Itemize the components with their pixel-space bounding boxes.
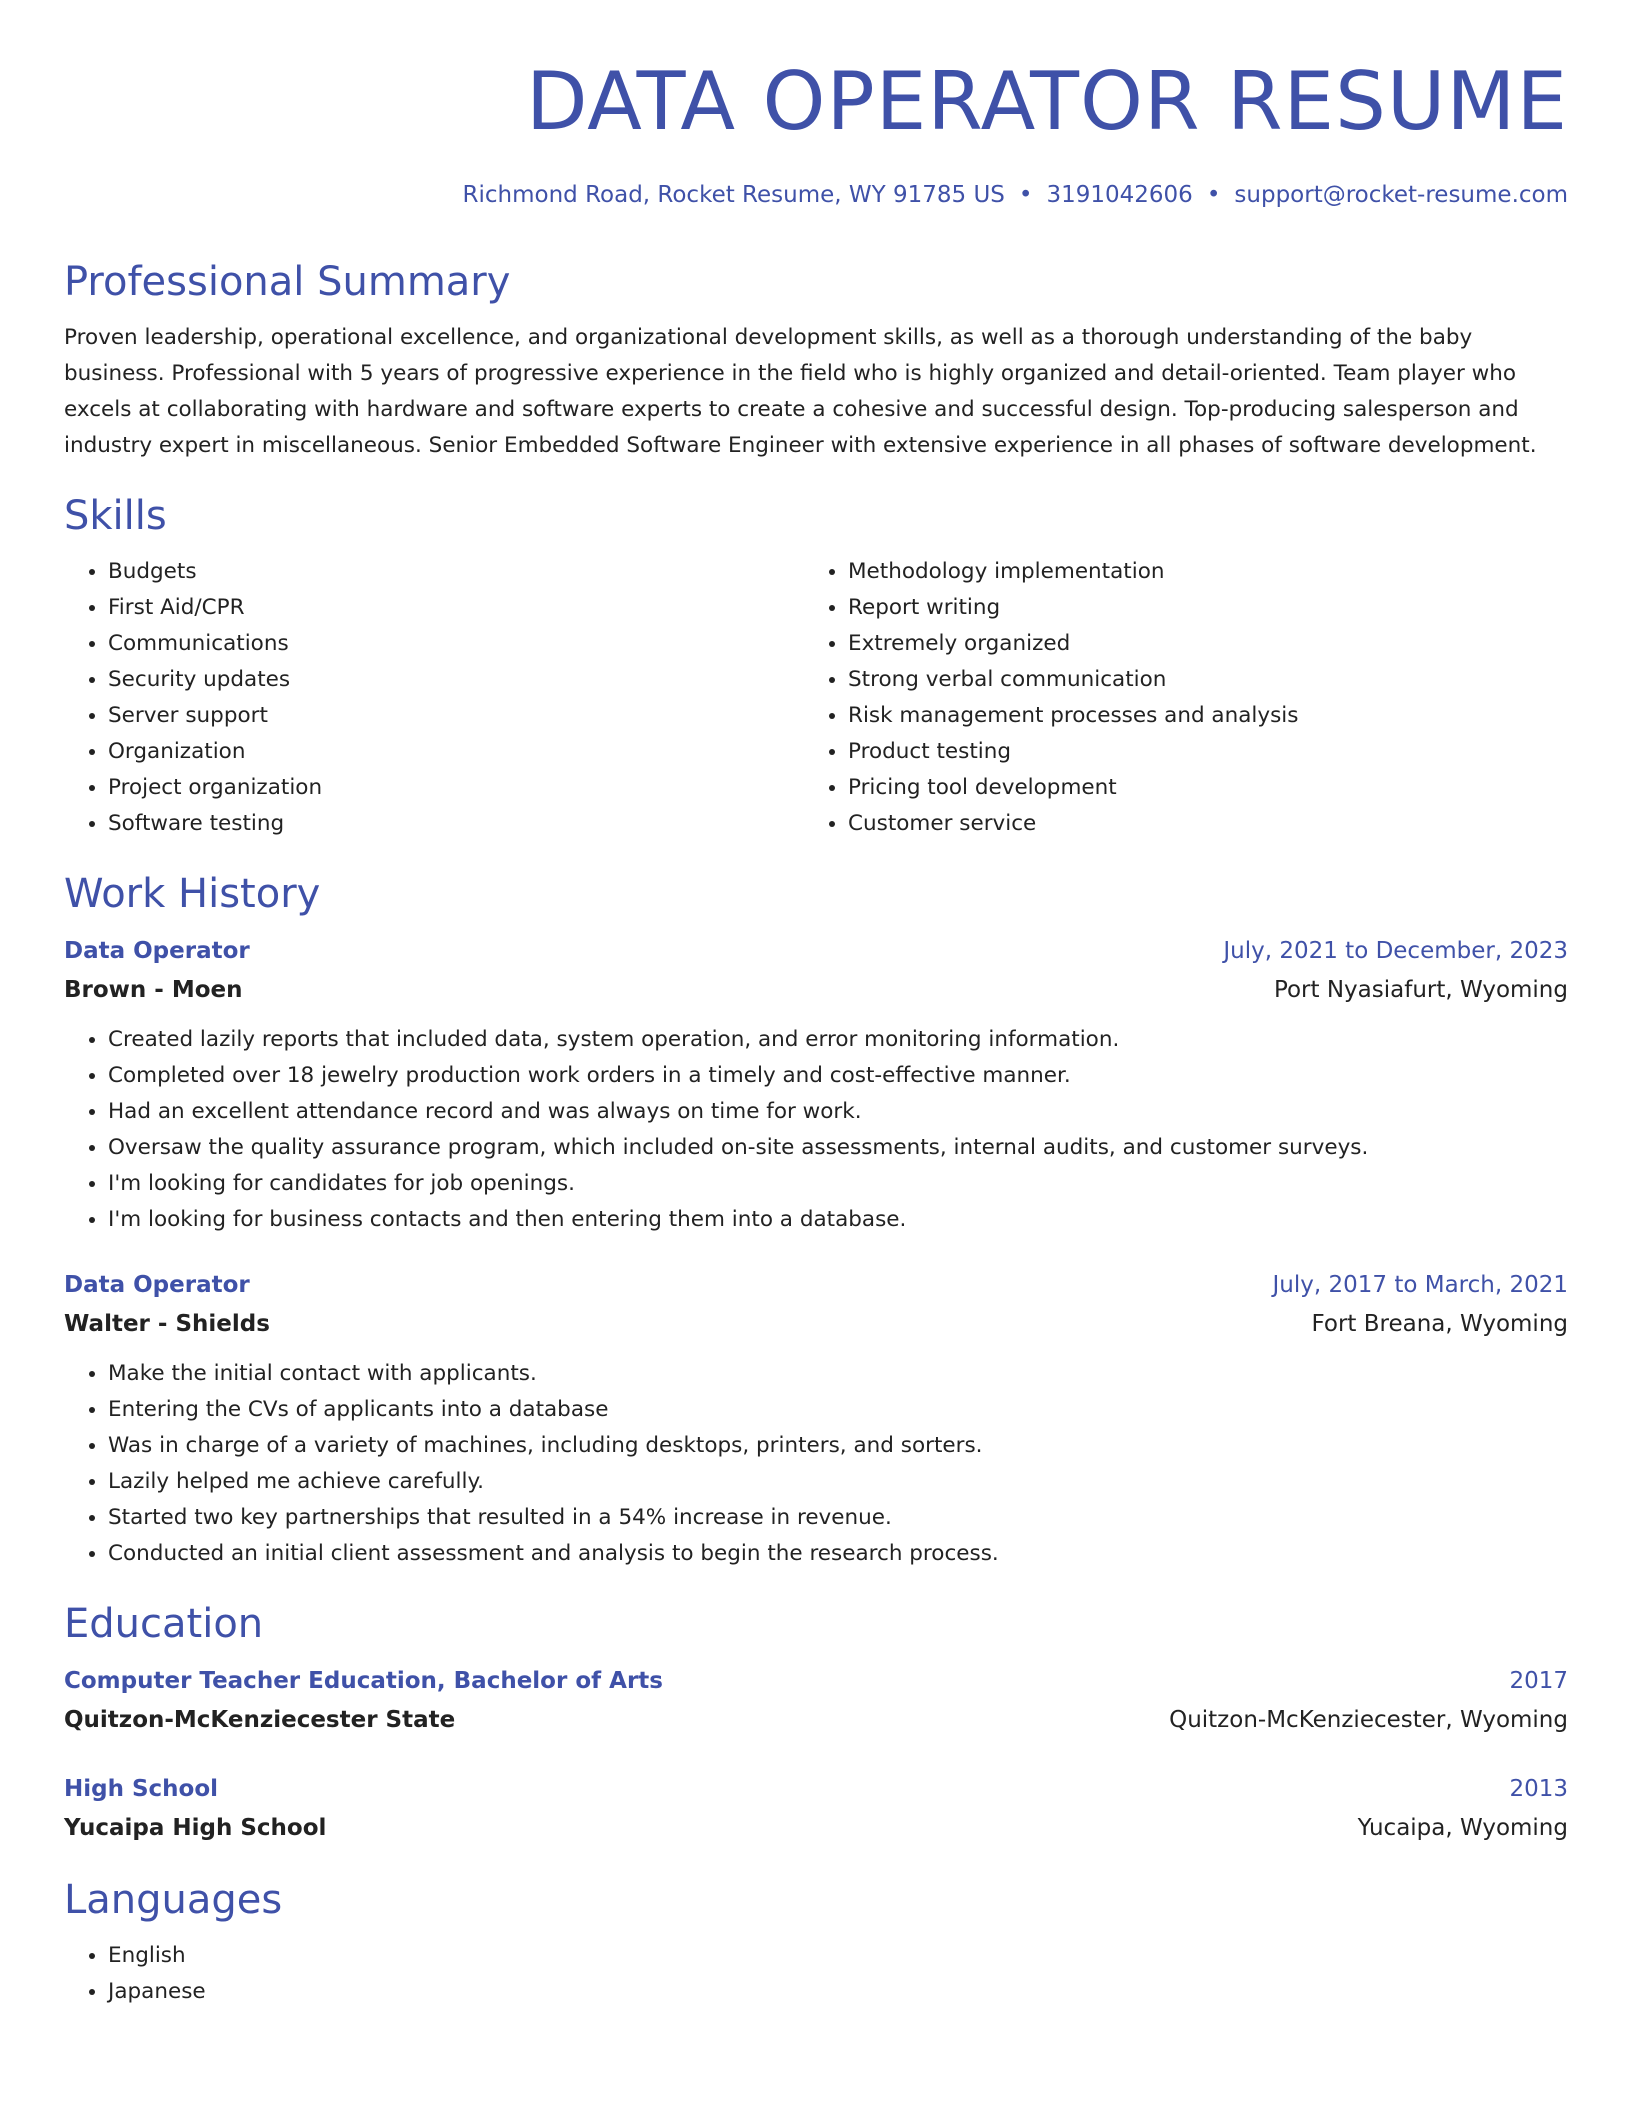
skill-item: • Report writing — [848, 590, 1568, 626]
skill-item: • First Aid/CPR — [108, 590, 804, 626]
summary-section — [64, 256, 1568, 464]
contact-separator: • — [1018, 182, 1033, 208]
skill-item: • Extremely organized — [848, 626, 1568, 662]
education-degree-row — [64, 1770, 1568, 1808]
education-year: 2013 — [1509, 1776, 1568, 1802]
skill-item: • Software testing — [108, 806, 804, 842]
education-entry — [64, 1770, 1568, 1848]
skill-item: • Security updates — [108, 662, 804, 698]
job-duty: • Make the initial contact with applicants. — [108, 1356, 1568, 1392]
education-section — [64, 1598, 1568, 1848]
skill-item: • Pricing tool development — [848, 770, 1568, 806]
skills-columns — [64, 554, 1568, 842]
languages-heading: Languages — [64, 1877, 283, 1923]
education-location: Quitzon-McKenziecester, Wyoming — [1169, 1707, 1568, 1733]
languages-section — [64, 1874, 1568, 2010]
job-duty: • Entering the CVs of applicants into a database — [108, 1392, 1568, 1428]
skill-item: • Communications — [108, 626, 804, 662]
education-degree-row — [64, 1662, 1568, 1700]
skill-item: • Strong verbal communication — [848, 662, 1568, 698]
resume-title: DATA OPERATOR RESUME — [525, 55, 1568, 148]
contact-line — [64, 178, 1568, 212]
job-company-row — [64, 1304, 1568, 1344]
summary-heading: Professional Summary — [64, 259, 511, 305]
summary-text: Proven leadership, operational excellence, and organizational development skills, as well as a thorough understanding of the baby business. Professional with 5 years of progressive experience in the field who is highly organized and detail-oriented. Team player who excels at collaborating with hardware and software experts to create a cohesive and successful design. Top-producing salesperson and industry expert in miscellaneous. Senior Embedded Software Engineer with extensive experience in all phases of software development. — [64, 325, 1537, 458]
skill-item: • Organization — [108, 734, 804, 770]
education-school-row — [64, 1700, 1568, 1740]
resume-header — [64, 0, 1568, 212]
education-heading: Education — [64, 1601, 264, 1647]
education-school: Yucaipa High School — [64, 1815, 327, 1841]
skills-column-left — [64, 554, 804, 842]
job-title: Data Operator — [64, 938, 250, 964]
job-location: Port Nyasiafurt, Wyoming — [1273, 977, 1568, 1003]
skill-item: • Product testing — [848, 734, 1568, 770]
education-entry — [64, 1662, 1568, 1740]
contact-address: Richmond Road, Rocket Resume, WY 91785 US — [462, 182, 1005, 208]
skill-item: • Server support — [108, 698, 804, 734]
job-entry — [64, 932, 1568, 1238]
job-duty: • I'm looking for candidates for job openings. — [108, 1166, 1568, 1202]
skills-list-right — [804, 554, 1568, 842]
contact-separator: • — [1206, 182, 1221, 208]
contact-phone: 3191042606 — [1046, 182, 1193, 208]
job-entry — [64, 1266, 1568, 1572]
job-company-row — [64, 970, 1568, 1010]
job-title-row — [64, 1266, 1568, 1304]
job-duty: • Was in charge of a variety of machines, including desktops, printers, and sorters. — [108, 1428, 1568, 1464]
skill-item: • Project organization — [108, 770, 804, 806]
job-duty: • Had an excellent attendance record and was always on time for work. — [108, 1094, 1568, 1130]
education-school-row — [64, 1808, 1568, 1848]
education-degree: Computer Teacher Education, Bachelor of Arts — [64, 1668, 663, 1694]
job-duty: • Created lazily reports that included data, system operation, and error monitoring information. — [108, 1022, 1568, 1058]
skills-column-right — [804, 554, 1568, 842]
job-dates: July, 2017 to March, 2021 — [1272, 1272, 1568, 1298]
education-degree: High School — [64, 1776, 219, 1802]
languages-list — [64, 1938, 1568, 2010]
job-company: Walter - Shields — [64, 1311, 270, 1337]
skills-section — [64, 490, 1568, 842]
job-duty: • I'm looking for business contacts and then entering them into a database. — [108, 1202, 1568, 1238]
skill-item: • Budgets — [108, 554, 804, 590]
skills-heading: Skills — [64, 493, 167, 539]
job-duty: • Completed over 18 jewelry production work orders in a timely and cost-effective manner. — [108, 1058, 1568, 1094]
contact-email[interactable]: support@rocket-resume.com — [1234, 182, 1568, 208]
education-year: 2017 — [1509, 1668, 1568, 1694]
work-history-section — [64, 868, 1568, 1572]
job-duty: • Oversaw the quality assurance program, which included on-site assessments, internal audits, and customer surveys. — [108, 1130, 1568, 1166]
skill-item: • Methodology implementation — [848, 554, 1568, 590]
job-title-row — [64, 932, 1568, 970]
job-duty: • Conducted an initial client assessment and analysis to begin the research process. — [108, 1536, 1568, 1572]
job-title: Data Operator — [64, 1272, 250, 1298]
language-item: • English — [108, 1938, 1568, 1974]
job-company: Brown - Moen — [64, 977, 243, 1003]
job-dates: July, 2021 to December, 2023 — [1223, 938, 1568, 964]
job-duty: • Lazily helped me achieve carefully. — [108, 1464, 1568, 1500]
job-duty: • Started two key partnerships that resulted in a 54% increase in revenue. — [108, 1500, 1568, 1536]
skill-item: • Risk management processes and analysis — [848, 698, 1568, 734]
education-location: Yucaipa, Wyoming — [1357, 1815, 1568, 1841]
job-duties-list — [64, 1356, 1568, 1572]
skills-list-left — [64, 554, 804, 842]
language-item: • Japanese — [108, 1974, 1568, 2010]
education-school: Quitzon-McKenziecester State — [64, 1707, 456, 1733]
job-duties-list — [64, 1022, 1568, 1238]
skill-item: • Customer service — [848, 806, 1568, 842]
job-location: Fort Breana, Wyoming — [1311, 1311, 1568, 1337]
work-history-heading: Work History — [64, 871, 321, 917]
